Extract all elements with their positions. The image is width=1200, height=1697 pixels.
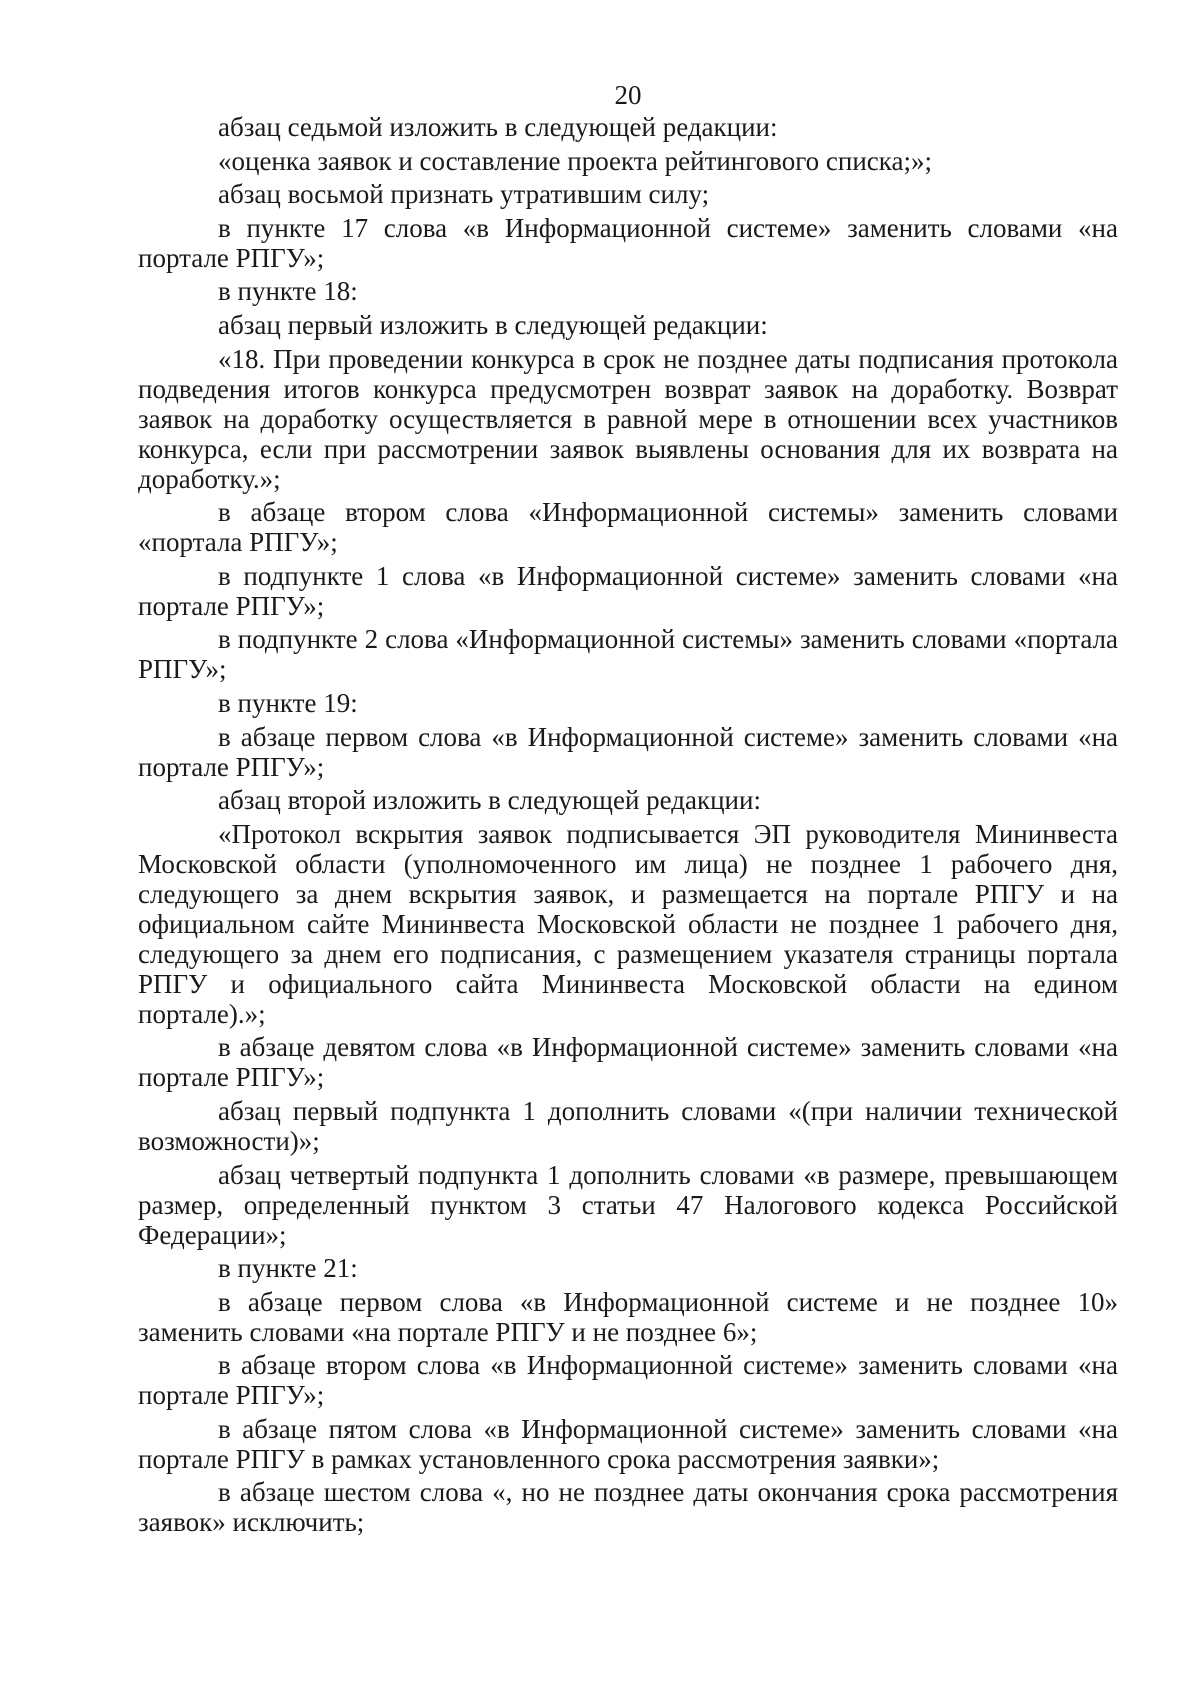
paragraph: в пункте 19: xyxy=(218,687,358,718)
paragraph: абзац второй изложить в следующей редакции: xyxy=(218,785,761,816)
paragraph: в подпункте 2 слова «Информационной системы» заменить словами «портала РПГУ»; xyxy=(138,624,1118,685)
paragraph: абзац четвертый подпункта 1 дополнить словами «в размере, превышающем размер, определенный пунктом 3 статьи 47 Налогового кодекса Российской Федерации»; xyxy=(138,1159,1118,1250)
document-page xyxy=(138,78,1118,1541)
paragraph: в абзаце первом слова «в Информационной системе и не позднее 10» заменить словами «на портале РПГУ и не позднее 6»; xyxy=(138,1286,1118,1347)
paragraph: в пункте 17 слова «в Информационной системе» заменить словами «на портале РПГУ»; xyxy=(138,212,1118,273)
paragraph: в абзаце пятом слова «в Информационной системе» заменить словами «на портале РПГУ в рамках установленного срока рассмотрения заявки»; xyxy=(138,1413,1118,1474)
paragraph: абзац восьмой признать утратившим силу; xyxy=(218,179,710,210)
paragraph: в абзаце девятом слова «в Информационной системе» заменить словами «на портале РПГУ»; xyxy=(138,1032,1118,1093)
paragraph: «18. При проведении конкурса в срок не позднее даты подписания протокола подведения итогов конкурса предусмотрен возврат заявок на доработку. Возврат заявок на доработку осуществляется в равной мере в отношении всех участников конкурса, если при рассмотрении заявок выявлены основания для их возврата на доработку.»; xyxy=(138,343,1118,494)
paragraph: «оценка заявок и составление проекта рейтингового списка;»; xyxy=(218,145,932,176)
paragraph: в абзаце первом слова «в Информационной системе» заменить словами «на портале РПГУ»; xyxy=(138,721,1118,782)
paragraph: абзац седьмой изложить в следующей редакции: xyxy=(218,112,778,142)
paragraph: абзац первый подпункта 1 дополнить словами «(при наличии технической возможности)»; xyxy=(138,1095,1118,1156)
paragraph: в абзаце втором слова «в Информационной системе» заменить словами «на портале РПГУ»; xyxy=(138,1350,1118,1411)
paragraph: в абзаце шестом слова «, но не позднее даты окончания срока рассмотрения заявок» исключить; xyxy=(138,1477,1118,1538)
paragraph: в абзаце втором слова «Информационной системы» заменить словами «портала РПГУ»; xyxy=(138,497,1118,558)
page-number: 20 xyxy=(614,80,642,110)
paragraph: в пункте 18: xyxy=(218,276,358,307)
paragraph: абзац первый изложить в следующей редакции: xyxy=(218,309,768,340)
paragraph: в подпункте 1 слова «в Информационной системе» заменить словами «на портале РПГУ»; xyxy=(138,560,1118,621)
paragraph: в пункте 21: xyxy=(218,1253,358,1284)
paragraph: «Протокол вскрытия заявок подписывается ЭП руководителя Мининвеста Московской области (уполномоченного им лица) не позднее 1 рабочего дня, следующего за днем вскрытия заявок, и размещается на портале РПГУ и на официальном сайте Мининвеста Московской области не позднее 1 рабочего дня, следующего за днем его подписания, с размещением указателя страницы портала РПГУ и официального сайта Мининвеста Московской области на едином портале).»; xyxy=(138,818,1118,1029)
